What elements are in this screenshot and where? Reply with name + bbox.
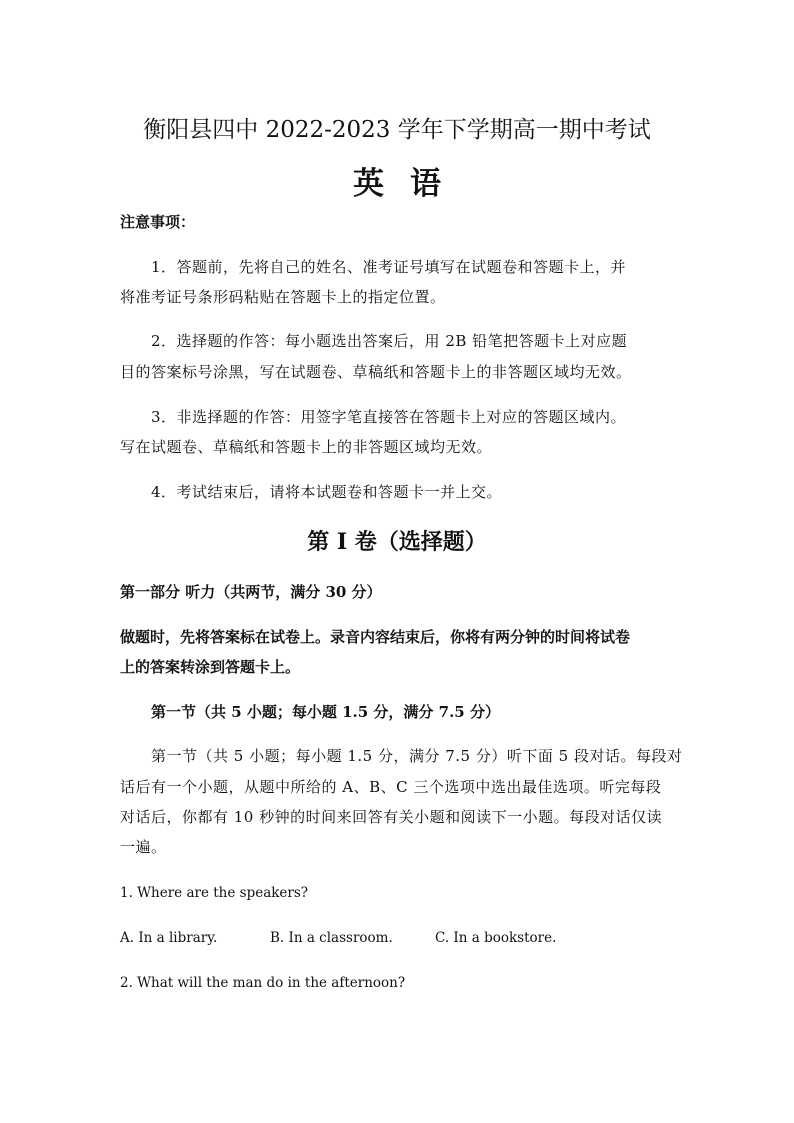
section1-text-line-3: 对话后，你都有 10 秒钟的时间来回答有关小题和阅读下一小题。每段对话仅读 — [120, 808, 663, 826]
subject-title: 英语 — [353, 166, 467, 202]
note-item-1-line-2: 将准考证号条形码粘贴在答题卡上的指定位置。 — [120, 288, 446, 306]
section1-text-line-1: 第一节（共 5 小题；每小题 1.5 分，满分 7.5 分）听下面 5 段对话。每段对 — [151, 747, 683, 765]
section1-heading: 第一节（共 5 小题；每小题 1.5 分，满分 7.5 分） — [151, 703, 500, 721]
note-item-4-line-1: 4．考试结束后，请将本试题卷和答题卡一并上交。 — [151, 483, 503, 501]
part1-instruction-line-1: 做题时，先将答案标在试卷上。录音内容结束后，你将有两分钟的时间将试卷 — [120, 628, 631, 646]
volume-title: 第 I 卷（选择题） — [307, 529, 487, 555]
exam-title: 衡阳县四中 2022-2023 学年下学期高一期中考试 — [143, 117, 651, 143]
notes-heading: 注意事项： — [120, 213, 196, 231]
part1-heading: 第一部分 听力（共两节，满分 30 分） — [120, 583, 382, 601]
part1-instruction-line-2: 上的答案转涂到答题卡上。 — [120, 658, 301, 676]
question-2-stem: 2. What will the man do in the afternoon? — [120, 975, 406, 991]
question-1-stem: 1. Where are the speakers? — [120, 885, 309, 901]
note-item-3-line-2: 写在试题卷、草稿纸和答题卡上的非答题区域均无效。 — [120, 438, 493, 456]
question-1-option-b: B. In a classroom. — [270, 930, 393, 946]
section1-text-line-4: 一遍。 — [120, 838, 167, 856]
section1-text-line-2: 话后有一个小题，从题中所给的 A、B、C 三个选项中选出最佳选项。听完每段 — [120, 778, 662, 796]
question-1-option-c: C. In a bookstore. — [435, 930, 557, 946]
note-item-2-line-1: 2．选择题的作答：每小题选出答案后，用 2B 铅笔把答题卡上对应题 — [151, 332, 628, 350]
note-item-3-line-1: 3．非选择题的作答：用签字笔直接答在答题卡上对应的答题区域内。 — [151, 408, 627, 426]
note-item-1-line-1: 1．答题前，先将自己的姓名、准考证号填写在试题卷和答题卡上，并 — [151, 258, 627, 276]
question-1-option-a: A. In a library. — [120, 930, 218, 946]
note-item-2-line-2: 目的答案标号涂黑，写在试题卷、草稿纸和答题卡上的非答题区域均无效。 — [120, 363, 632, 381]
